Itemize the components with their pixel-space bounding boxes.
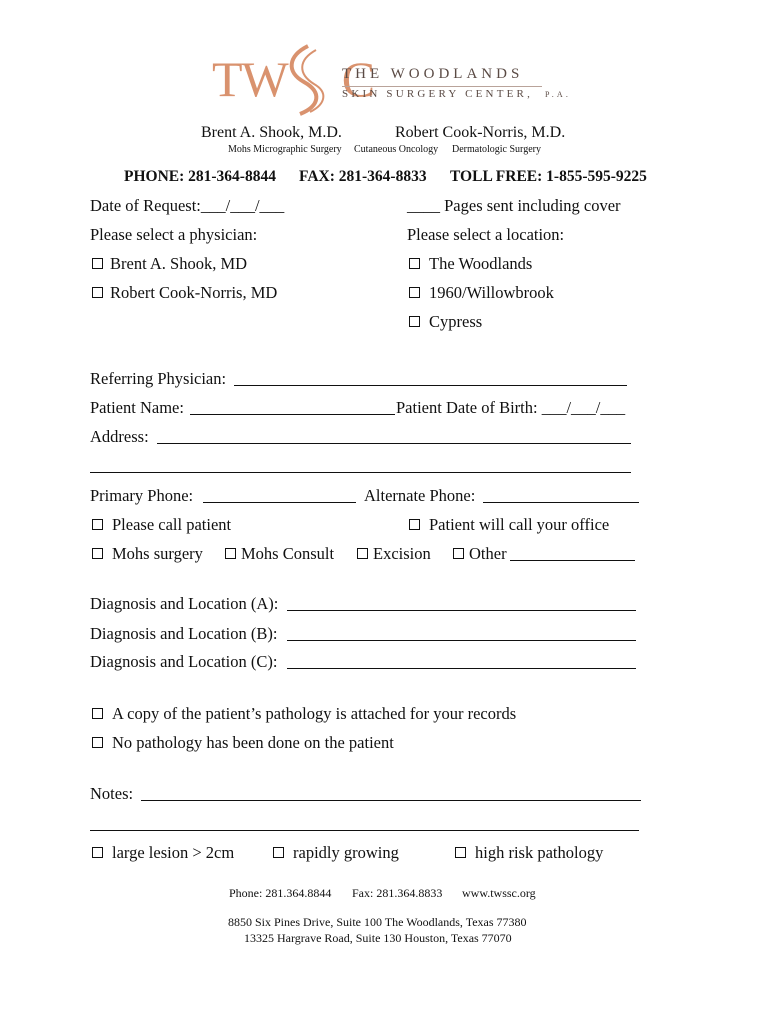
logo — [212, 42, 572, 116]
physician-option-cook-norris[interactable]: Robert Cook-Norris, MD — [92, 283, 277, 303]
location-label: Please select a location: — [407, 225, 565, 244]
alternate-phone-field[interactable] — [483, 488, 639, 503]
notes-field[interactable] — [141, 786, 641, 801]
pages-sent[interactable]: ____ Pages sent including cover — [407, 196, 621, 215]
diagnosis-b-field[interactable] — [287, 626, 636, 641]
checkbox[interactable] — [225, 548, 236, 559]
patient-name-label: Patient Name: — [90, 398, 184, 417]
patient-dob[interactable]: Patient Date of Birth: ___/___/___ — [396, 398, 626, 417]
checkbox[interactable] — [409, 258, 420, 269]
checkbox[interactable] — [92, 548, 103, 559]
checkbox[interactable] — [453, 548, 464, 559]
footer-fax: Fax: 281.364.8833 — [352, 886, 443, 900]
procedure-other[interactable]: Other — [453, 544, 507, 564]
checkbox[interactable] — [273, 847, 284, 858]
footer-address-1: 8850 Six Pines Drive, Suite 100 The Woodlands, Texas 77380 — [228, 915, 527, 929]
physician-option-shook[interactable]: Brent A. Shook, MD — [92, 254, 247, 274]
no-pathology-option[interactable]: No pathology has been done on the patient — [92, 733, 394, 753]
address-label: Address: — [90, 427, 149, 446]
checkbox[interactable] — [409, 316, 420, 327]
patient-name-field[interactable] — [190, 400, 395, 415]
contact-tollfree: TOLL FREE: 1-855-595-9225 — [450, 168, 647, 185]
notes-field-line2[interactable] — [90, 816, 639, 831]
footer-website[interactable]: www.twssc.org — [462, 886, 536, 900]
procedure-excision[interactable]: Excision — [357, 544, 431, 564]
specialty-mohs: Mohs Micrographic Surgery — [228, 144, 342, 155]
checkbox[interactable] — [92, 737, 103, 748]
checkbox[interactable] — [455, 847, 466, 858]
logo-mark: TW C — [212, 51, 375, 107]
referring-physician-label: Referring Physician: — [90, 369, 227, 388]
contact-phone: PHONE: 281-364-8844 — [124, 168, 276, 185]
procedure-mohs-surgery[interactable]: Mohs surgery — [92, 544, 203, 564]
please-call-patient-option[interactable]: Please call patient — [92, 515, 231, 535]
location-option-willowbrook[interactable]: 1960/Willowbrook — [409, 283, 554, 303]
doctor-cook-norris: Robert Cook-Norris, M.D. — [395, 124, 566, 141]
checkbox[interactable] — [92, 287, 103, 298]
diagnosis-a-label: Diagnosis and Location (A): — [90, 594, 279, 613]
alternate-phone-label: Alternate Phone: — [364, 486, 476, 505]
procedure-other-field[interactable] — [510, 546, 635, 561]
checkbox[interactable] — [92, 519, 103, 530]
diagnosis-b-label: Diagnosis and Location (B): — [90, 624, 278, 643]
logo-line2: SKIN SURGERY CENTER, P.A. — [342, 88, 572, 100]
diagnosis-c-label: Diagnosis and Location (C): — [90, 652, 278, 671]
checkbox[interactable] — [92, 258, 103, 269]
diagnosis-c-field[interactable] — [287, 654, 636, 669]
notes-label: Notes: — [90, 784, 134, 803]
referring-physician-field[interactable] — [234, 371, 627, 386]
checkbox[interactable] — [357, 548, 368, 559]
logo-line1: THE WOODLANDS — [342, 66, 524, 82]
contact-fax: FAX: 281-364-8833 — [299, 168, 427, 185]
checkbox[interactable] — [92, 847, 103, 858]
procedure-mohs-consult[interactable]: Mohs Consult — [225, 544, 334, 564]
footer-address-2: 13325 Hargrave Road, Suite 130 Houston, Texas 77070 — [244, 931, 512, 945]
location-option-woodlands[interactable]: The Woodlands — [409, 254, 532, 274]
primary-phone-field[interactable] — [203, 488, 356, 503]
logo-divider — [342, 86, 542, 87]
pathology-attached-option[interactable]: A copy of the patient’s pathology is attached for your records — [92, 704, 516, 724]
flag-large-lesion[interactable]: large lesion > 2cm — [92, 843, 234, 863]
diagnosis-a-field[interactable] — [287, 596, 636, 611]
flag-high-risk-pathology[interactable]: high risk pathology — [455, 843, 603, 863]
footer-phone: Phone: 281.364.8844 — [229, 886, 332, 900]
primary-phone-label: Primary Phone: — [90, 486, 194, 505]
address-field-line2[interactable] — [90, 458, 631, 473]
date-of-request[interactable]: Date of Request:___/___/___ — [90, 196, 285, 215]
checkbox[interactable] — [409, 287, 420, 298]
flag-rapidly-growing[interactable]: rapidly growing — [273, 843, 399, 863]
specialty-oncology: Cutaneous Oncology — [354, 144, 439, 155]
checkbox[interactable] — [409, 519, 420, 530]
physician-label: Please select a physician: — [90, 225, 258, 244]
doctor-shook: Brent A. Shook, M.D. — [201, 124, 342, 141]
location-option-cypress[interactable]: Cypress — [409, 312, 482, 332]
checkbox[interactable] — [92, 708, 103, 719]
address-field[interactable] — [157, 429, 631, 444]
patient-will-call-option[interactable]: Patient will call your office — [409, 515, 609, 535]
specialty-derm: Dermatologic Surgery — [452, 144, 541, 155]
